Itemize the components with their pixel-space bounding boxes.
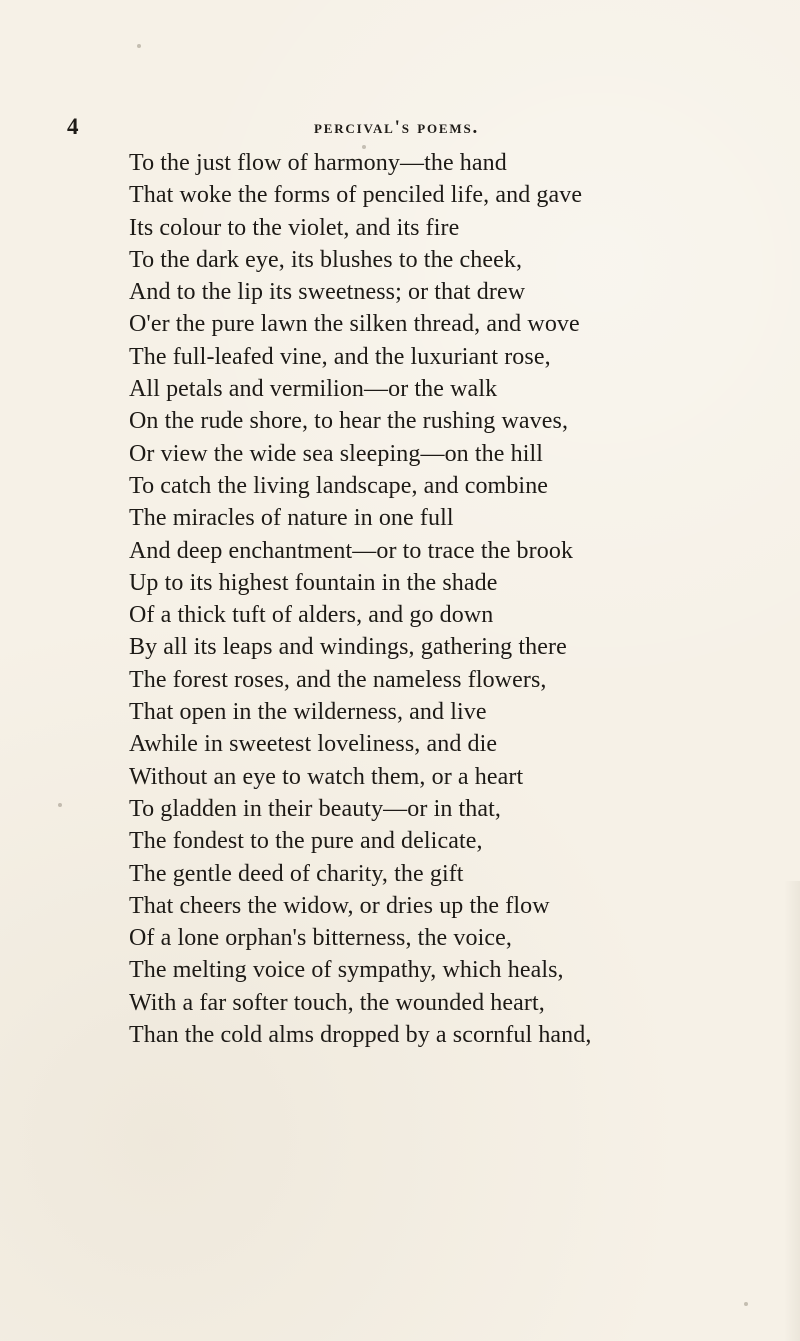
page-header: [0, 114, 800, 144]
poem-line: Than the cold alms dropped by a scornful hand,: [129, 1022, 592, 1049]
poem-line: Or view the wide sea sleeping—on the hill: [129, 440, 543, 467]
poem-line: To catch the living landscape, and combine: [129, 472, 549, 499]
poem-line: The miracles of nature in one full: [129, 505, 454, 532]
poem-line: And deep enchantment—or to trace the brook: [129, 537, 574, 564]
poem-line: To the just flow of harmony—the hand: [129, 150, 507, 176]
poem-line: Up to its highest fountain in the shade: [129, 569, 498, 596]
poem-line: To the dark eye, its blushes to the cheek,: [129, 246, 523, 273]
poem-line: That open in the wilderness, and live: [129, 699, 487, 726]
paper-speck: [137, 44, 141, 48]
poem-line: That cheers the widow, or dries up the flow: [129, 892, 550, 919]
poem-line: The fondest to the pure and delicate,: [129, 828, 483, 855]
poem-line: The melting voice of sympathy, which heals,: [129, 957, 564, 984]
poem-line: To gladden in their beauty—or in that,: [129, 795, 502, 822]
page-edge-stain: [784, 881, 800, 1341]
poem-line: Awhile in sweetest loveliness, and die: [129, 731, 498, 758]
poem-line: Its colour to the violet, and its fire: [129, 214, 460, 241]
poem-line: On the rude shore, to hear the rushing waves,: [129, 408, 569, 435]
poem-line: The gentle deed of charity, the gift: [129, 860, 464, 887]
poem-line: By all its leaps and windings, gathering there: [129, 634, 567, 661]
page-number: 4: [67, 114, 79, 139]
paper-speck: [362, 145, 366, 149]
paper-speck: [58, 803, 62, 807]
poem-line: All petals and vermilion—or the walk: [129, 376, 498, 403]
poem-line: The full-leafed vine, and the luxuriant rose,: [129, 343, 551, 370]
poem-line: Of a thick tuft of alders, and go down: [129, 602, 494, 629]
poem-line: O'er the pure lawn the silken thread, and wove: [129, 311, 580, 338]
poem-line: And to the lip its sweetness; or that drew: [129, 279, 526, 306]
poem-line: That woke the forms of penciled life, and gave: [129, 182, 583, 209]
poem-line: With a far softer touch, the wounded heart,: [129, 989, 545, 1016]
running-title: percival's poems.: [314, 117, 480, 138]
poem-line: Without an eye to watch them, or a heart: [129, 763, 524, 790]
poem-text: [129, 147, 769, 1051]
poem-line: The forest roses, and the nameless flowers,: [129, 666, 547, 693]
poem-line: Of a lone orphan's bitterness, the voice,: [129, 925, 512, 952]
paper-speck: [744, 1302, 748, 1306]
